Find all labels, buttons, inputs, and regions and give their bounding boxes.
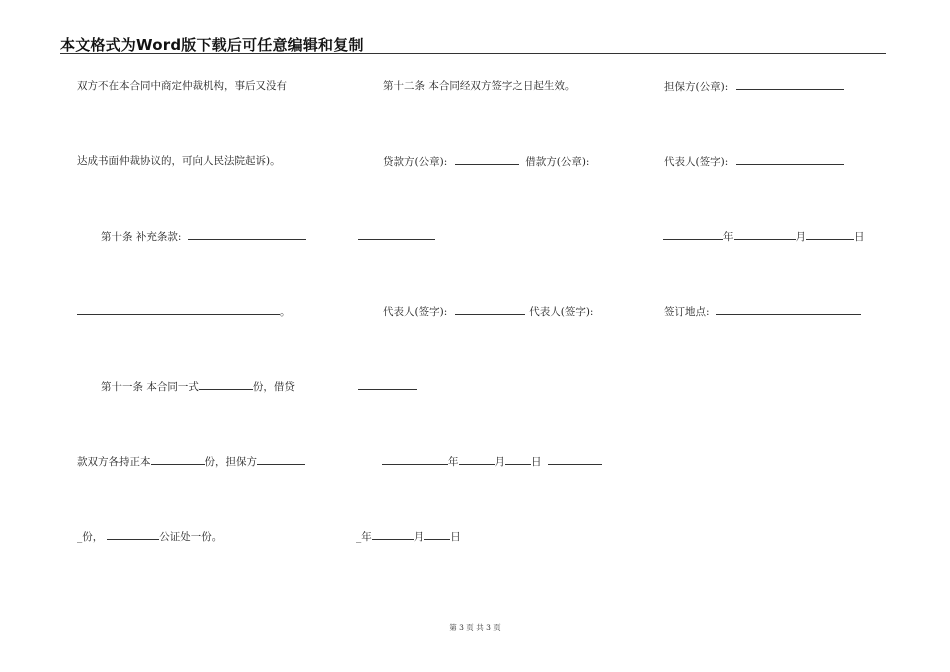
signing-place-label: 签订地点: bbox=[664, 306, 710, 318]
blank-field bbox=[199, 379, 253, 390]
day-label: 日 bbox=[531, 456, 542, 468]
blank-field bbox=[505, 454, 531, 465]
col1-line-1: 双方不在本合同中商定仲裁机构，事后又没有 bbox=[77, 80, 287, 92]
blank-field bbox=[358, 379, 417, 390]
month-label: 月 bbox=[494, 456, 505, 468]
lender-seal-label: 贷款方(公章): bbox=[383, 156, 448, 168]
col3-guarantor-seal bbox=[664, 79, 844, 94]
blank-field bbox=[806, 229, 854, 240]
blank-field bbox=[455, 304, 525, 315]
col1-clause-10 bbox=[101, 229, 306, 244]
blank-field bbox=[188, 229, 306, 240]
year-label: 年 bbox=[448, 456, 459, 468]
blank-field bbox=[107, 529, 159, 540]
blank-field bbox=[382, 454, 448, 465]
lender-rep-label: 代表人(签字): bbox=[383, 306, 448, 318]
blank-field bbox=[459, 454, 495, 465]
blank-field bbox=[77, 304, 280, 315]
col2-line-5 bbox=[358, 379, 417, 394]
day-label: 日 bbox=[450, 531, 461, 543]
col3-signing-place bbox=[664, 304, 861, 319]
month-label: 月 bbox=[413, 531, 425, 543]
document-header-title: 本文格式为Word版下载后可任意编辑和复制 bbox=[60, 36, 364, 54]
blank-field bbox=[372, 529, 414, 540]
borrower-seal-label: 借款方(公章): bbox=[525, 156, 590, 168]
blank-field bbox=[548, 454, 602, 465]
blank-field bbox=[455, 154, 519, 165]
col1-line-7 bbox=[77, 529, 222, 544]
col3-date-line bbox=[663, 229, 865, 244]
blank-field bbox=[663, 229, 723, 240]
col2-date-line bbox=[382, 454, 602, 469]
text-segment: 公证处一份。 bbox=[159, 531, 223, 543]
text-segment: _份， bbox=[77, 531, 104, 543]
borrower-rep-label: 代表人(签字): bbox=[529, 306, 594, 318]
blank-field bbox=[151, 454, 205, 465]
col1-clause-11 bbox=[101, 379, 295, 394]
header-divider bbox=[60, 53, 886, 54]
clause-11-text: 份，借贷 bbox=[252, 381, 295, 393]
text-segment: 款双方各持正本 bbox=[77, 456, 151, 468]
blank-field bbox=[736, 79, 844, 90]
col3-representative bbox=[664, 154, 844, 169]
year-label: _年 bbox=[356, 531, 372, 543]
period-mark: 。 bbox=[280, 306, 291, 318]
month-label: 月 bbox=[795, 231, 806, 243]
blank-field bbox=[257, 454, 305, 465]
text-segment: 份，担保方 bbox=[204, 456, 257, 468]
guarantor-seal-label: 担保方(公章): bbox=[664, 81, 729, 93]
col2-line-3 bbox=[358, 229, 435, 244]
day-label: 日 bbox=[854, 231, 865, 243]
blank-field bbox=[736, 154, 844, 165]
col2-date-line-2 bbox=[356, 529, 461, 544]
col1-line-6 bbox=[77, 454, 305, 469]
blank-field bbox=[716, 304, 861, 315]
clause-11-label: 第十一条 本合同一式 bbox=[101, 381, 199, 393]
col1-line-4 bbox=[77, 304, 291, 319]
guarantor-rep-label: 代表人(签字): bbox=[664, 156, 729, 168]
col2-line-2 bbox=[383, 154, 589, 169]
clause-10-label: 第十条 补充条款: bbox=[101, 231, 182, 243]
blank-field bbox=[358, 229, 435, 240]
blank-field bbox=[424, 529, 450, 540]
page-number: 第 3 页 共 3 页 bbox=[449, 623, 501, 632]
col1-line-2: 达成书面仲裁协议的，可向人民法院起诉)。 bbox=[77, 155, 281, 167]
year-label: 年 bbox=[723, 231, 734, 243]
col2-clause-12: 第十二条 本合同经双方签字之日起生效。 bbox=[383, 80, 576, 92]
blank-field bbox=[734, 229, 796, 240]
col2-line-4 bbox=[383, 304, 593, 319]
